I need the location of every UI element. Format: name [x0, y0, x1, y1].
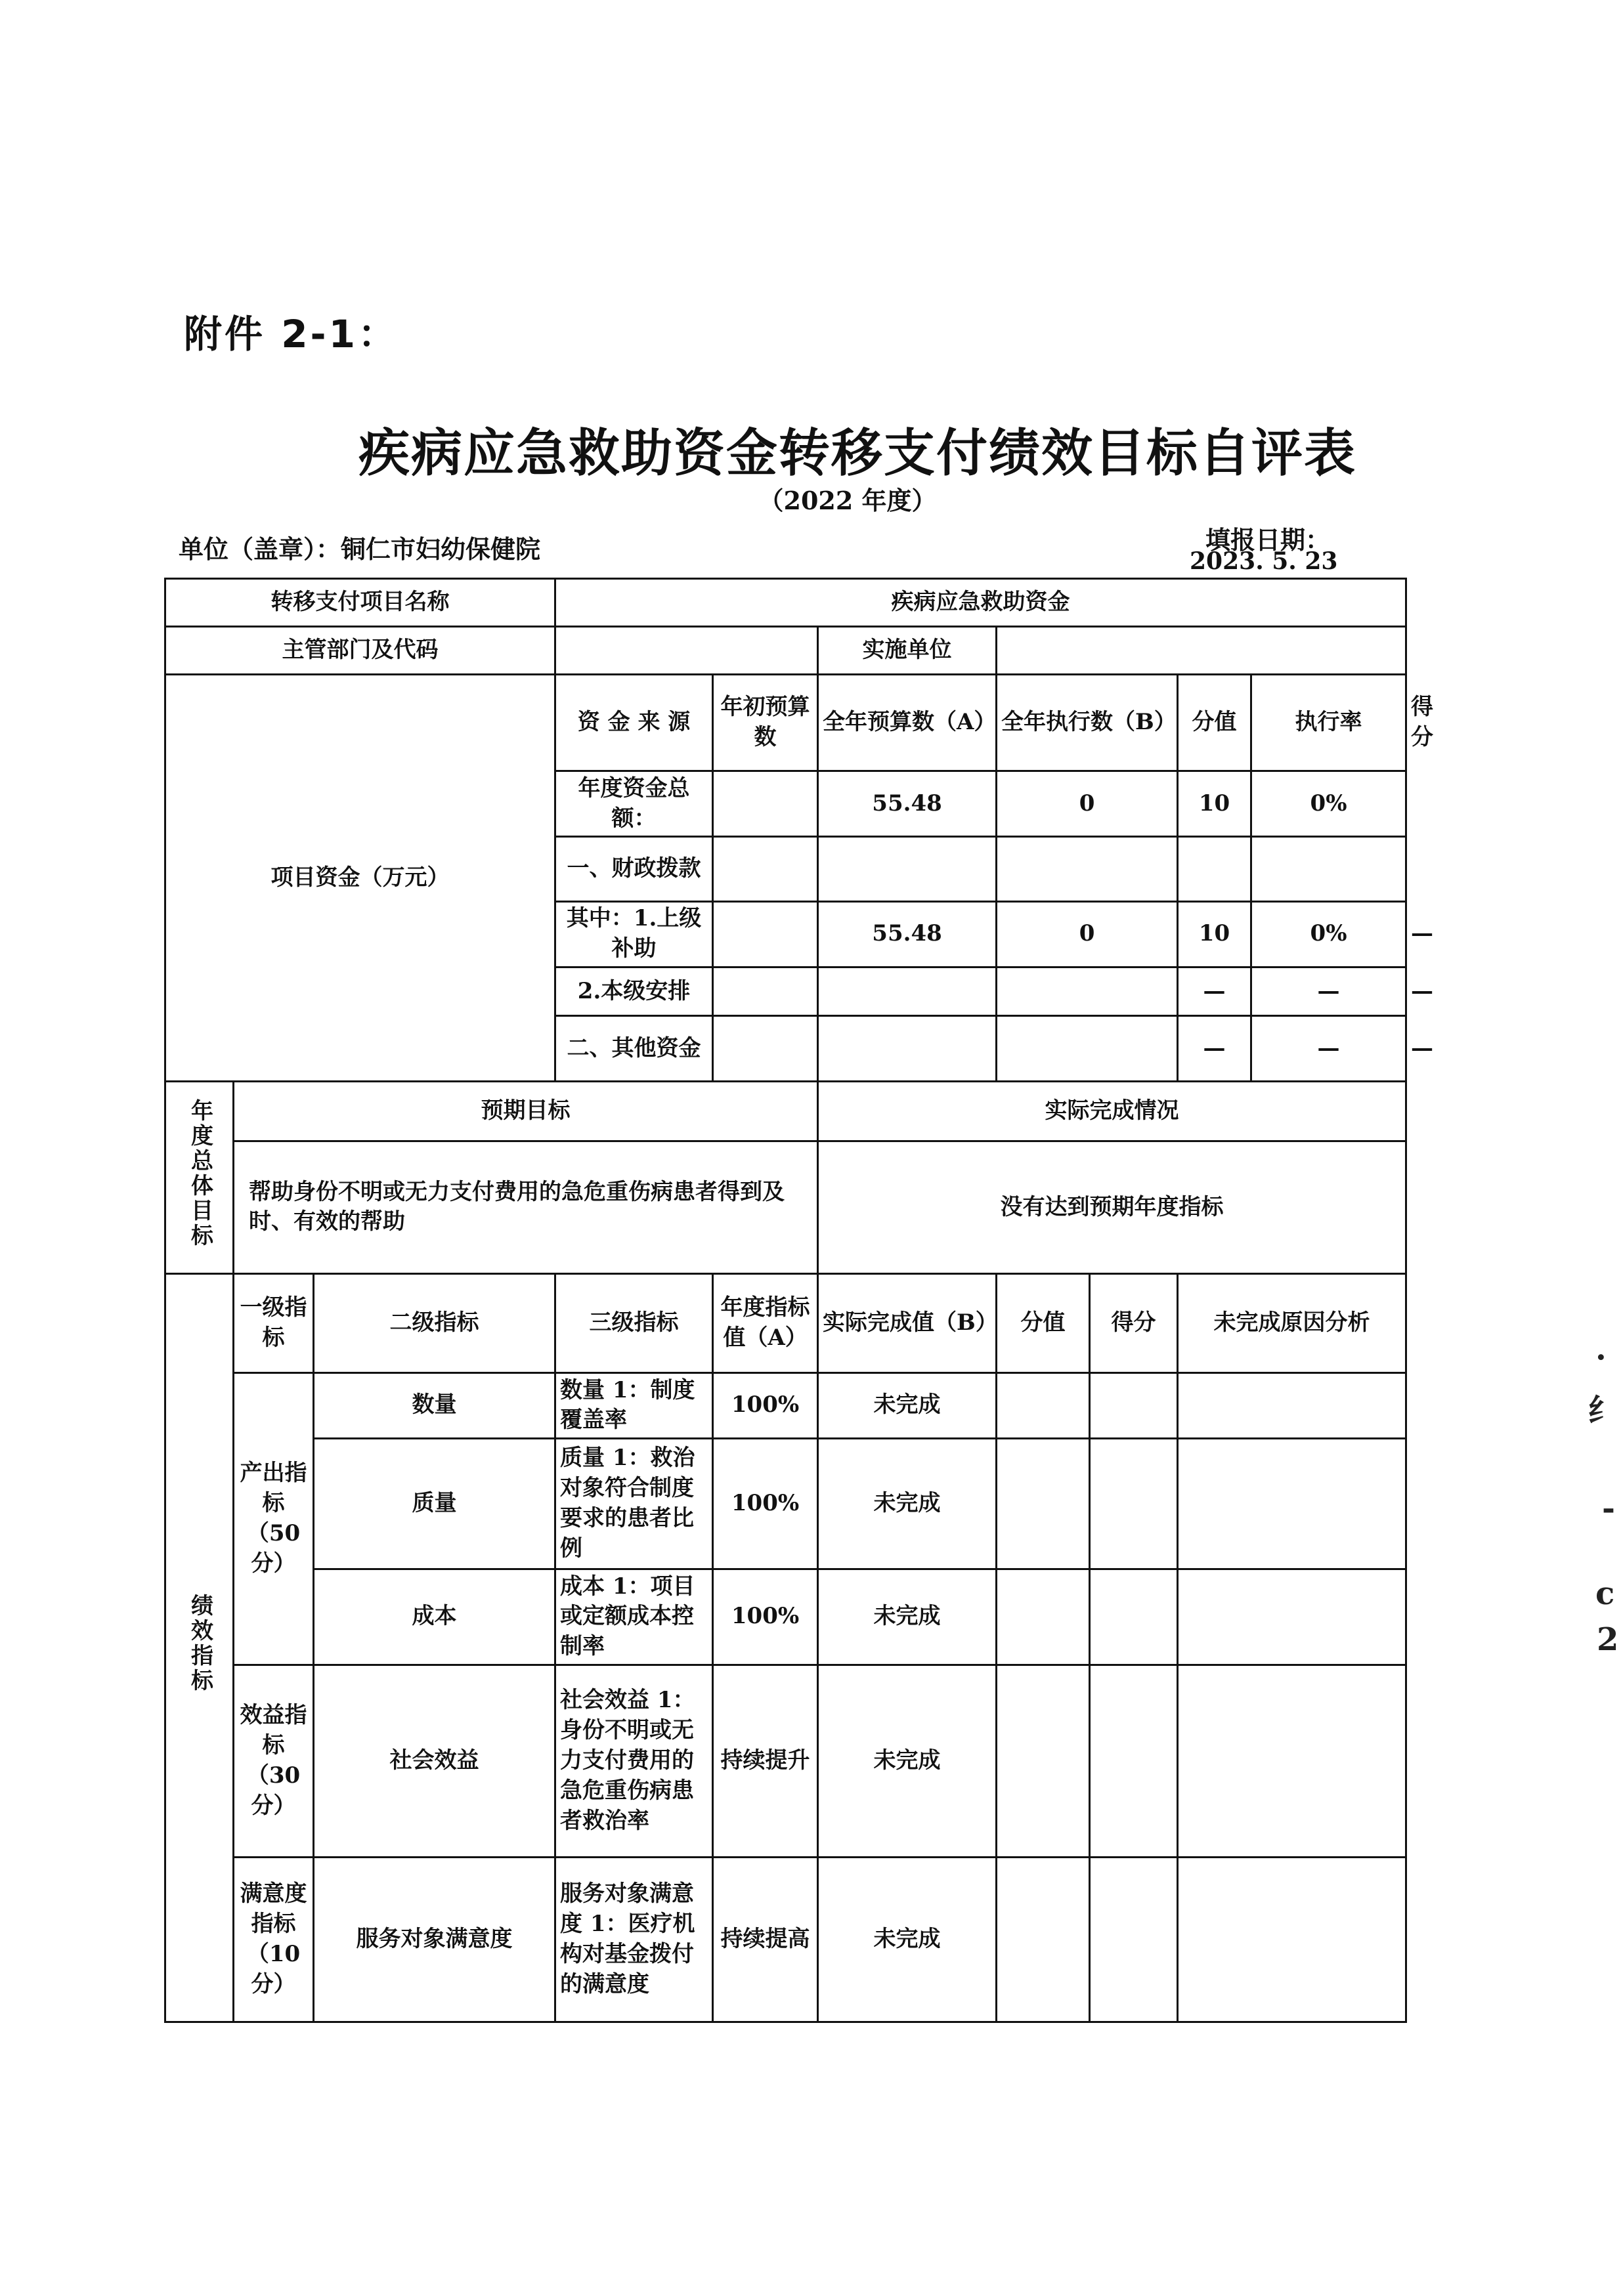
perf-reason	[1178, 1372, 1406, 1438]
perf-reason	[1178, 1569, 1406, 1665]
impl-unit-value	[997, 627, 1406, 675]
funds-rate: 0%	[1251, 901, 1406, 967]
funds-header-rate: 执行率	[1251, 675, 1406, 771]
perf-label: 绩效指标	[165, 1274, 234, 2022]
perf-level3: 数量 1：制度覆盖率	[555, 1372, 713, 1438]
funds-source: 其中：1.上级补助	[555, 901, 713, 967]
funds-initial	[713, 837, 818, 901]
funds-rate: —	[1251, 967, 1406, 1015]
funds-annual: 55.48	[818, 771, 997, 836]
perf-header-target: 年度指标值（A）	[713, 1274, 818, 1372]
perf-header-actual: 实际完成值（B）	[818, 1274, 997, 1372]
funds-executed: 0	[997, 771, 1178, 836]
expected-goal-label: 预期目标	[234, 1082, 818, 1141]
project-name: 疾病应急救助资金	[555, 579, 1406, 627]
perf-score	[1090, 1569, 1178, 1665]
perf-header-level1: 一级指标	[234, 1274, 314, 1372]
funds-rate: —	[1251, 1016, 1406, 1082]
funds-header-executed: 全年执行数（B）	[997, 675, 1178, 771]
perf-score	[1090, 1372, 1178, 1438]
perf-score	[1090, 1665, 1178, 1858]
perf-header-level2: 二级指标	[314, 1274, 555, 1372]
perf-points	[997, 1858, 1090, 2022]
project-name-label: 转移支付项目名称	[165, 579, 555, 627]
funds-initial	[713, 771, 818, 836]
funds-points	[1178, 837, 1251, 901]
perf-points	[997, 1372, 1090, 1438]
perf-header-points: 分值	[997, 1274, 1090, 1372]
funds-initial	[713, 901, 818, 967]
funds-annual	[818, 837, 997, 901]
perf-target: 持续提高	[713, 1858, 818, 2022]
perf-reason	[1178, 1858, 1406, 2022]
perf-header-reason: 未完成原因分析	[1178, 1274, 1406, 1372]
funds-points: 10	[1178, 901, 1251, 967]
funds-executed: 0	[997, 901, 1178, 967]
perf-actual: 未完成	[818, 1858, 997, 2022]
perf-level2: 成本	[314, 1569, 555, 1665]
perf-target: 持续提升	[713, 1665, 818, 1858]
funds-header-annual: 全年预算数（A）	[818, 675, 997, 771]
funds-executed	[997, 837, 1178, 901]
margin-mark: 2	[1597, 1621, 1619, 1658]
unit-label: 单位（盖章）：铜仁市妇幼保健院	[179, 534, 541, 564]
funds-label: 项目资金（万元）	[165, 675, 555, 1082]
perf-header-score: 得分	[1090, 1274, 1178, 1372]
funds-executed	[997, 967, 1178, 1015]
perf-header-level3: 三级指标	[555, 1274, 713, 1372]
funds-points: 10	[1178, 771, 1251, 836]
expected-goal: 帮助身份不明或无力支付费用的急危重伤病患者得到及时、有效的帮助	[234, 1141, 818, 1274]
perf-points	[997, 1569, 1090, 1665]
funds-rate: 0%	[1251, 771, 1406, 836]
fiscal-year: （2022 年度）	[758, 486, 937, 515]
perf-level2: 质量	[314, 1439, 555, 1569]
fill-date: 2023. 5. 23	[1190, 547, 1338, 575]
perf-target: 100%	[713, 1372, 818, 1438]
funds-executed	[997, 1016, 1178, 1082]
perf-level3: 社会效益 1：身份不明或无力支付费用的急危重伤病患者救治率	[555, 1665, 713, 1858]
funds-source: 2.本级安排	[555, 967, 713, 1015]
margin-mark: -	[1602, 1490, 1615, 1527]
perf-level2: 数量	[314, 1372, 555, 1438]
perf-actual: 未完成	[818, 1569, 997, 1665]
funds-annual	[818, 1016, 997, 1082]
benefit-group: 效益指标（30分）	[234, 1665, 314, 1858]
funds-points: —	[1178, 1016, 1251, 1082]
perf-target: 100%	[713, 1439, 818, 1569]
impl-unit-label: 实施单位	[818, 627, 997, 675]
fill-date-label: 填报日期：	[1205, 525, 1331, 555]
funds-header-initial: 年初预算数	[713, 675, 818, 771]
attachment-label: 附件 2-1：	[184, 312, 399, 356]
output-group: 产出指标（50分）	[234, 1372, 314, 1665]
funds-initial	[713, 1016, 818, 1082]
funds-header-points: 分值	[1178, 675, 1251, 771]
perf-reason	[1178, 1439, 1406, 1569]
margin-mark: c	[1595, 1575, 1615, 1612]
margin-mark: ·	[1595, 1339, 1607, 1376]
perf-actual: 未完成	[818, 1372, 997, 1438]
perf-level3: 质量 1：救治对象符合制度要求的患者比例	[555, 1439, 713, 1569]
perf-score	[1090, 1858, 1178, 2022]
margin-mark: 纟	[1588, 1392, 1620, 1429]
perf-actual: 未完成	[818, 1439, 997, 1569]
funds-points: —	[1178, 967, 1251, 1015]
annual-goal-label: 年度总体目标	[165, 1082, 234, 1274]
funds-source: 一、财政拨款	[555, 837, 713, 901]
perf-actual: 未完成	[818, 1665, 997, 1858]
perf-target: 100%	[713, 1569, 818, 1665]
funds-annual	[818, 967, 997, 1015]
funds-initial	[713, 967, 818, 1015]
perf-points	[997, 1665, 1090, 1858]
perf-level2: 服务对象满意度	[314, 1858, 555, 2022]
funds-annual: 55.48	[818, 901, 997, 967]
dept-value	[555, 627, 818, 675]
funds-rate	[1251, 837, 1406, 901]
perf-points	[997, 1439, 1090, 1569]
perf-reason	[1178, 1665, 1406, 1858]
perf-level3: 成本 1：项目或定额成本控制率	[555, 1569, 713, 1665]
perf-score	[1090, 1439, 1178, 1569]
funds-header-source: 资 金 来 源	[555, 675, 713, 771]
actual-status: 没有达到预期年度指标	[818, 1141, 1406, 1274]
perf-level2: 社会效益	[314, 1665, 555, 1858]
page-title: 疾病应急救助资金转移支付绩效目标自评表	[358, 424, 1356, 483]
dept-label: 主管部门及代码	[165, 627, 555, 675]
perf-level3: 服务对象满意度 1：医疗机构对基金拨付的满意度	[555, 1858, 713, 2022]
funds-source: 年度资金总额：	[555, 771, 713, 836]
actual-label: 实际完成情况	[818, 1082, 1406, 1141]
evaluation-table: 转移支付项目名称 疾病应急救助资金 主管部门及代码 实施单位 项目资金（万元） 资 金 来 源 年初预算数 全年预算数（A） 全年执行数（B） 分值 执行率 得分 年度资金总额： 55.48 0 10 0% 一、财政拨款 其中：1.上级补助 55.48 0 10 0% — 2.本级安排 — — — 二、其他资金 — — — 年度总体目标 预期目标 实际完成情况 帮助身份不明或无力支付费用的急危重伤病患者得到及时、有效的帮助 没有达到预期年度指标 绩效指标 一级指标 二级指标 三级指标 年度指标值（A） 实际完成值（B） 分值 得分 未完成原因分析 产出指标（50分） 数量 数量 1：制度覆盖率 100% 未完成 质量 质量 1：救治对象符合制度要求的患者比例 100% 未完成 成本 成本 1：项目或定额成本控制率 100% 未完成 效益指标（30分） 社会效益 社会效益 1：身份不明或无力支付费用的急危重伤病患者救治率 持续提升 未完成 满意度指标（10分） 服务对象满意度 服务对象满意度 1：医疗机构对基金拨付的满意度 持续提高 未完成	[164, 578, 1407, 2023]
satisfaction-group: 满意度指标（10分）	[234, 1858, 314, 2022]
funds-source: 二、其他资金	[555, 1016, 713, 1082]
